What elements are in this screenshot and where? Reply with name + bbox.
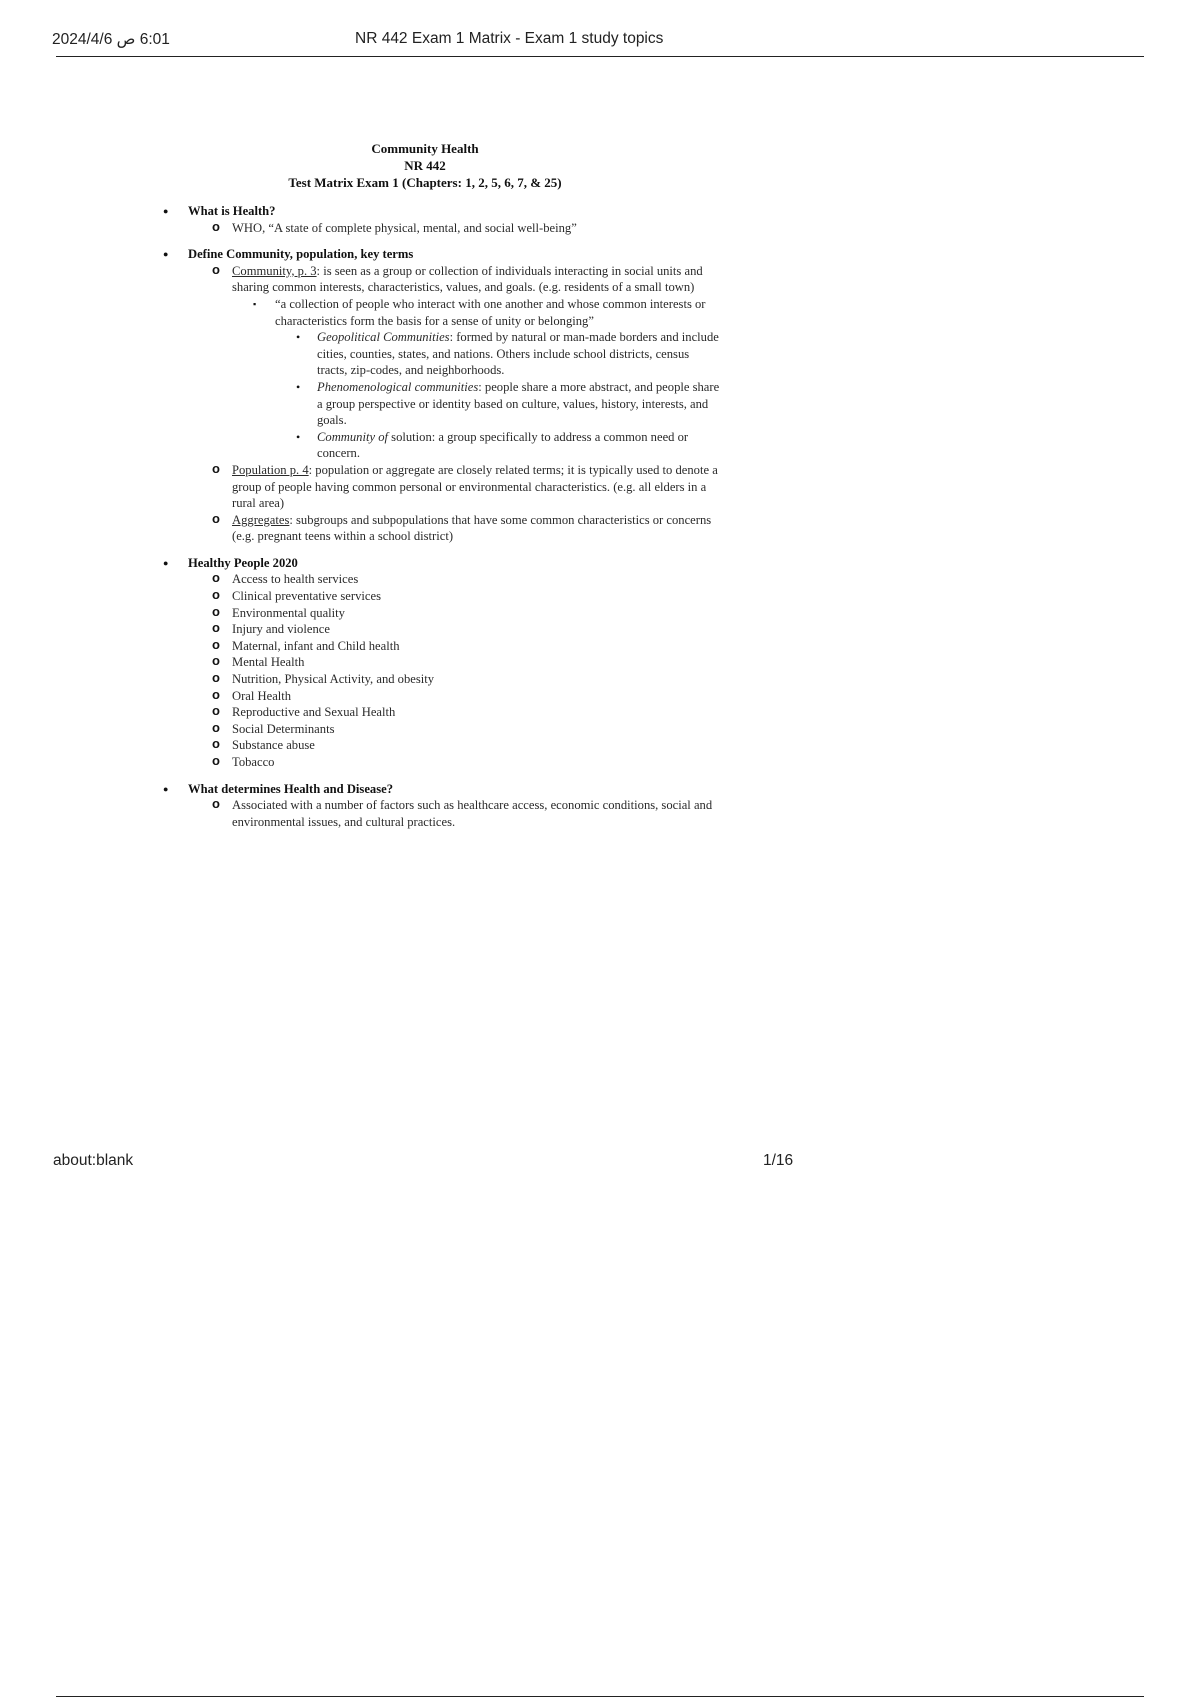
definition-population: : population or aggregate are closely related terms; it is typically used to denote a group of people having common personal or environmental characteristics. (e.g. all elders in a rural area) — [232, 462, 718, 511]
topic-community — [160, 246, 720, 545]
healthy-people-list — [188, 571, 720, 770]
list-item-population — [188, 462, 720, 512]
list-item: o Reproductive and Sexual Health — [188, 704, 720, 721]
term-phenomenological: Phenomenological communities — [317, 379, 479, 394]
list-item-phenomenological — [275, 379, 720, 429]
topic-healthy-people — [160, 555, 720, 771]
list-item-geopolitical — [275, 329, 720, 379]
list-item: o Injury and violence — [188, 621, 720, 638]
document-page — [160, 140, 720, 840]
header-divider — [56, 56, 1144, 57]
heading-line-1: Community Health — [371, 141, 479, 156]
topic-title: Define Community, population, key terms — [188, 247, 414, 262]
print-document-title: NR 442 Exam 1 Matrix - Exam 1 study topics — [355, 30, 664, 47]
definition-phenomenological: : people share a more abstract, and people share a group perspective or identity based on culture, values, history, interests, and goals. — [317, 379, 720, 428]
term-community-of: Community of — [317, 429, 389, 444]
community-quote: “a collection of people who interact with one another and whose common interests or characteristics form the basis for a sense of unity or belonging” — [275, 296, 706, 328]
print-timestamp: 6:01 ص 2024/4/6 — [52, 31, 170, 48]
definition-aggregates: : subgroups and subpopulations that have some common characteristics or concerns (e.g. pregnant teens within a school district) — [232, 512, 712, 544]
list-item: o WHO, “A state of complete physical, mental, and social well-being” — [188, 220, 720, 237]
document-heading — [160, 140, 690, 191]
print-footer — [0, 1152, 1200, 1174]
list-item: o Access to health services — [188, 571, 720, 588]
term-geopolitical: Geopolitical Communities — [317, 330, 450, 345]
list-item: o Environmental quality — [188, 605, 720, 622]
list-item: o Nutrition, Physical Activity, and obesity — [188, 671, 720, 688]
list-item: o Oral Health — [188, 688, 720, 705]
term-community: Community, p. 3 — [232, 263, 317, 278]
footer-divider — [56, 1696, 1144, 1697]
list-item: o Substance abuse — [188, 737, 720, 754]
list-item: o Clinical preventative services — [188, 588, 720, 605]
term-population: Population p. 4 — [232, 462, 309, 477]
topic-list — [160, 203, 720, 830]
print-url: about:blank — [53, 1152, 134, 1169]
list-item: o Associated with a number of factors such as healthcare access, economic conditions, social and environmental issues, and cultural practices. — [188, 797, 720, 830]
heading-line-3: Test Matrix Exam 1 (Chapters: 1, 2, 5, 6, 7, & 25) — [288, 175, 562, 190]
topic-determinants — [160, 781, 720, 831]
topic-title: Healthy People 2020 — [188, 555, 298, 570]
topic-health — [160, 203, 720, 236]
list-item-community — [188, 263, 720, 462]
list-item: o Mental Health — [188, 654, 720, 671]
term-solution: solution — [388, 429, 432, 444]
list-item-solution — [275, 429, 720, 462]
topic-title: What is Health? — [188, 204, 276, 218]
definition-community: : is seen as a group or collection of individuals interacting in social units and sharing common interests, characteristics, values, and goals. (e.g. residents of a small town) — [232, 263, 703, 295]
definition-geopolitical: : formed by natural or man-made borders and include cities, counties, states, and nations. Others include school districts, census tracts, zip-codes, and neighborhoods. — [317, 330, 719, 378]
list-item-quote — [232, 296, 720, 462]
list-item-aggregates — [188, 512, 720, 545]
list-item: o Social Determinants — [188, 721, 720, 738]
topic-title: What determines Health and Disease? — [188, 781, 393, 796]
print-header — [0, 28, 1200, 52]
list-item: o Maternal, infant and Child health — [188, 638, 720, 655]
term-aggregates: Aggregates — [232, 512, 290, 527]
list-item: o Tobacco — [188, 754, 720, 771]
definition-solution: : a group specifically to address a common need or concern. — [317, 429, 689, 461]
page-number: 1/16 — [763, 1152, 794, 1169]
heading-line-2: NR 442 — [404, 158, 446, 173]
